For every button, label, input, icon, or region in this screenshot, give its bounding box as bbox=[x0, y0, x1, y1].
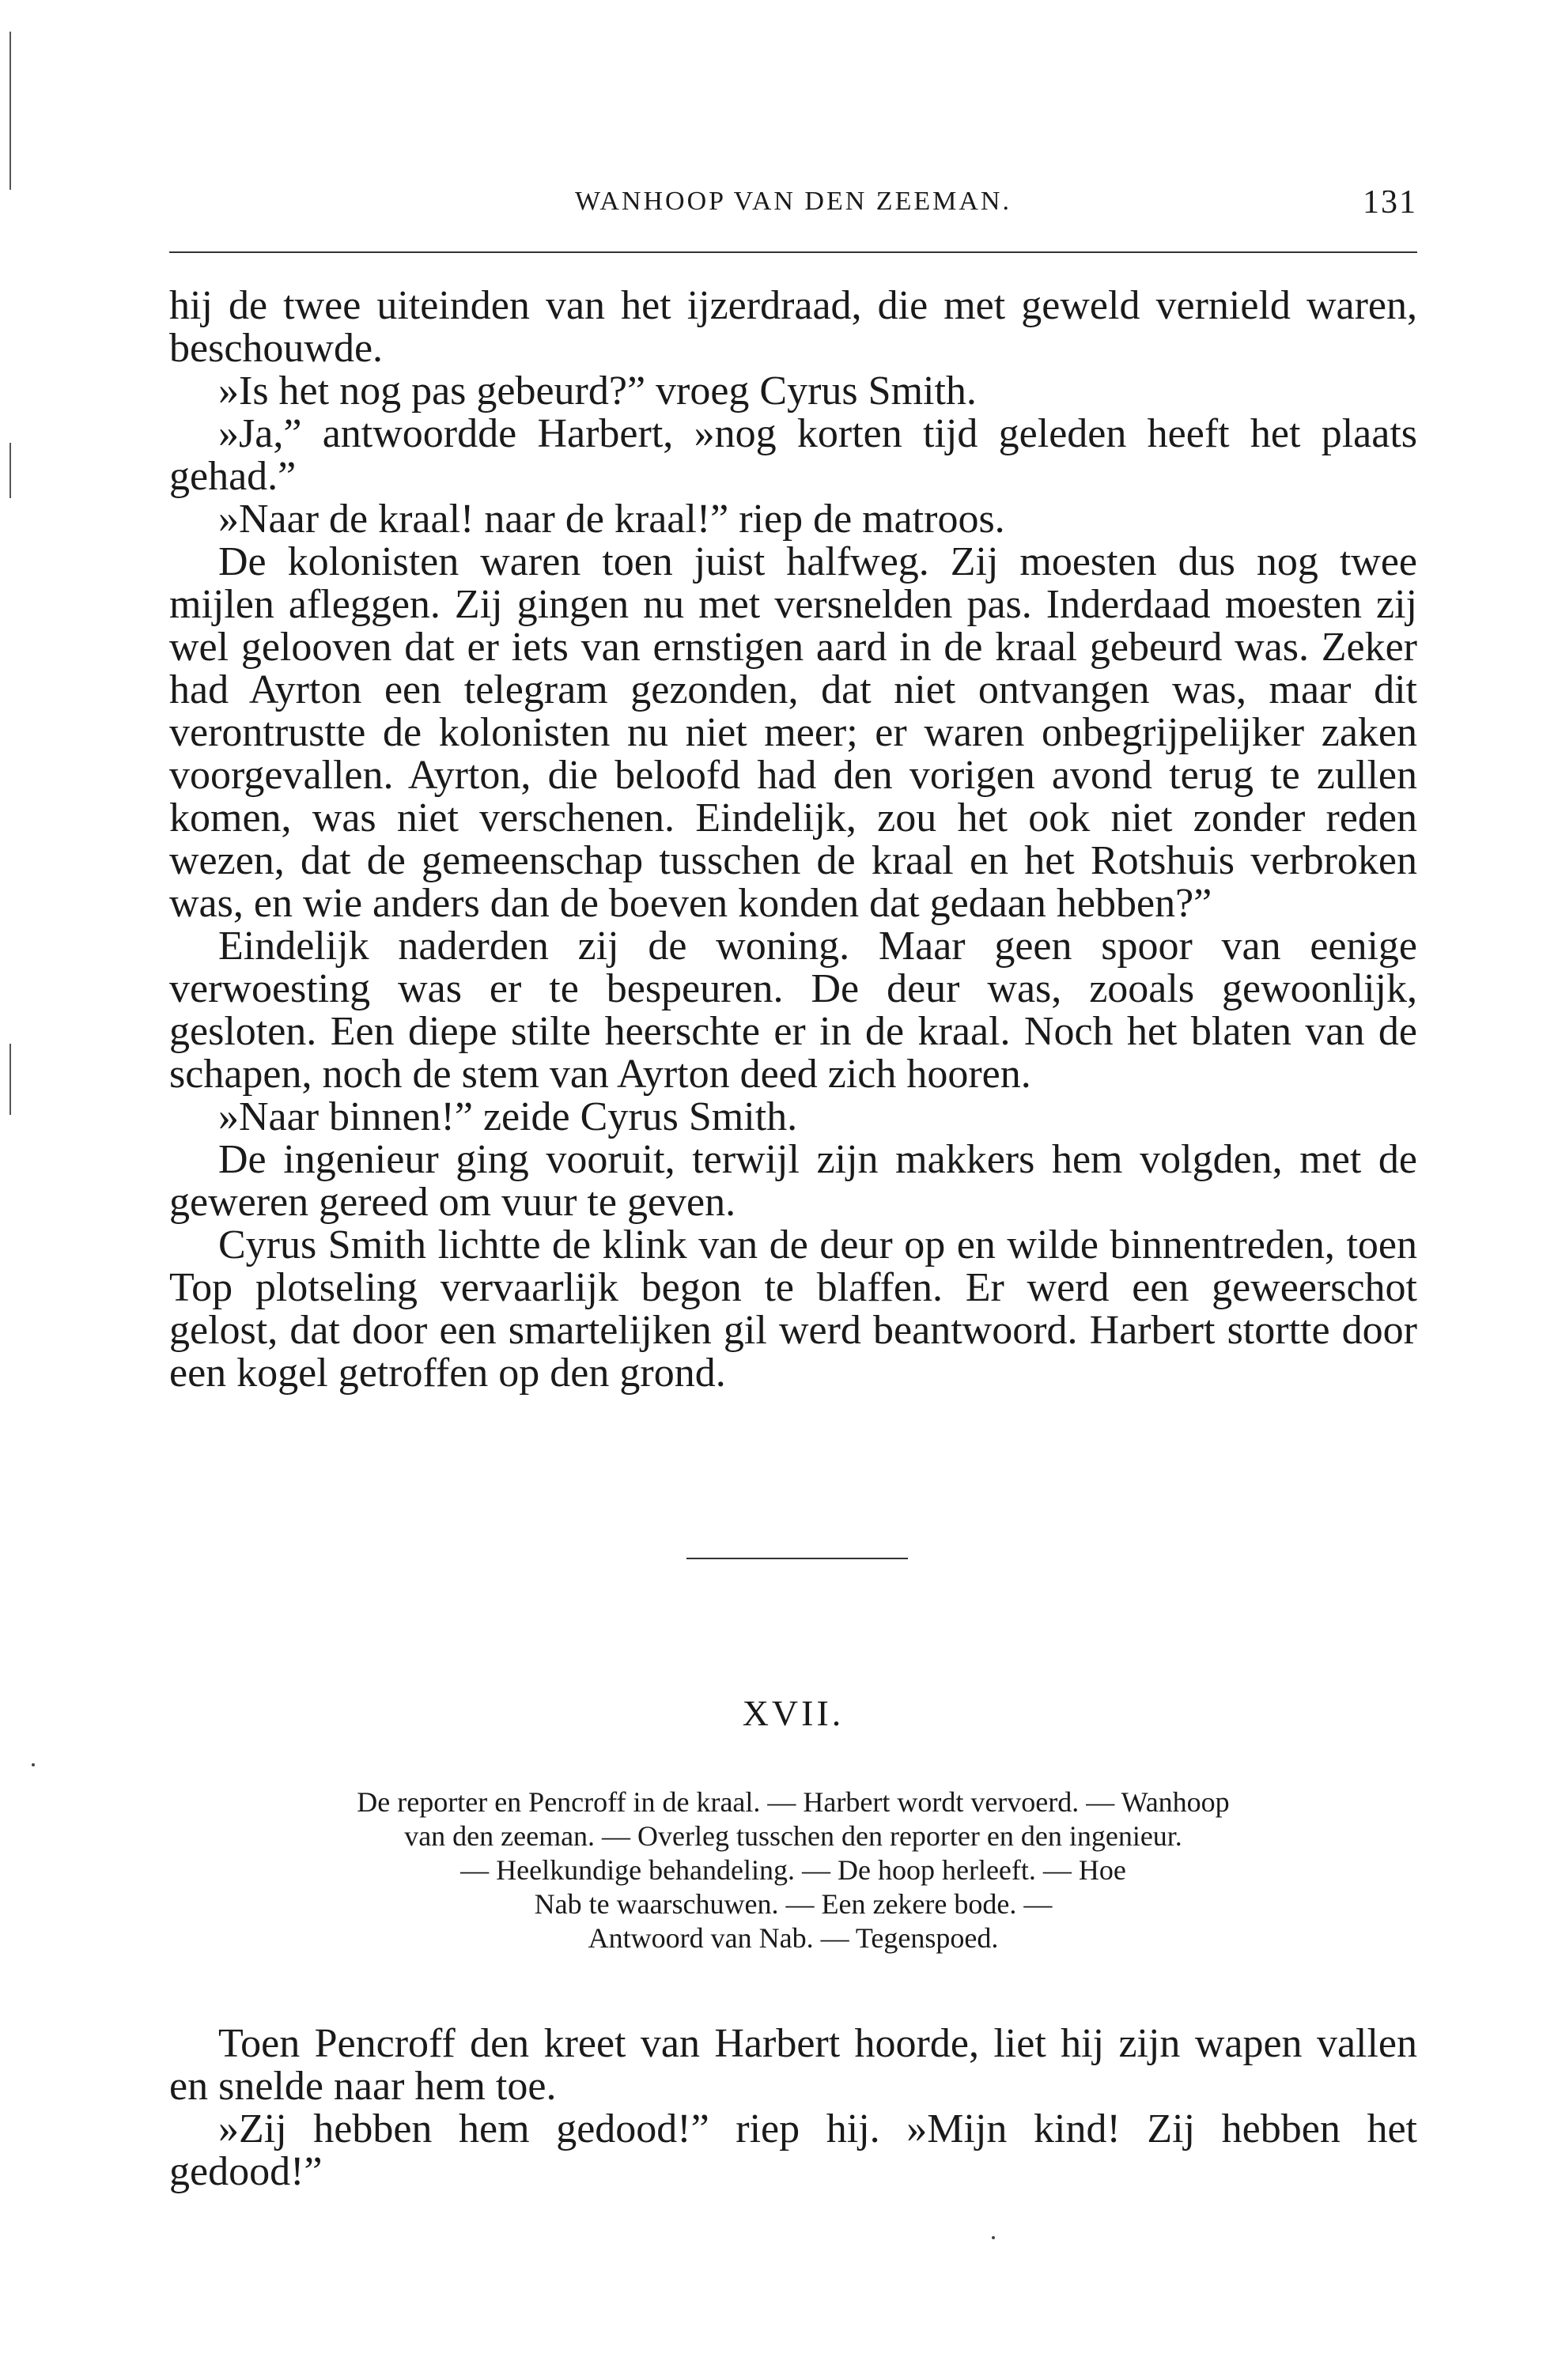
paragraph: De kolonisten waren toen juist halfweg. Zij moesten dus nog twee mijlen afleggen. Zij gingen nu met versnelden pas. Inderdaad moesten zij wel gelooven dat er iets van ernstigen aard in de kraal gebeurd was. Zeker had Ayrton een telegram gezonden, dat niet ontvangen was, maar dit verontrustte de kolonisten nu niet meer; er waren onbegrijpelijker zaken voorgevallen. Ayrton, die beloofd had den vorigen avond terug te zullen komen, was niet verschenen. Eindelijk, zou het ook niet zonder reden wezen, dat de gemeenschap tusschen de kraal en het Rotshuis verbroken was, en wie anders dan de boeven konden dat gedaan hebben?” bbox=[169, 539, 1417, 926]
paragraph: »Zij hebben hem gedood!” riep hij. »Mijn kind! Zij hebben het gedood!” bbox=[169, 2106, 1417, 2194]
summary-line: van den zeeman. — Overleg tusschen den reporter en den ingenieur. bbox=[404, 1820, 1182, 1852]
paragraph: »Is het nog pas gebeurd?” vroeg Cyrus Smith. bbox=[218, 368, 977, 414]
paragraph: »Naar de kraal! naar de kraal!” riep de matroos. bbox=[218, 497, 1005, 542]
header-rule bbox=[169, 251, 1417, 253]
scan-margin-line bbox=[9, 443, 11, 498]
paragraph: De ingenieur ging vooruit, terwijl zijn makkers hem volgden, met de geweren gereed om vuur te geven. bbox=[169, 1137, 1417, 1225]
summary-line: Nab te waarschuwen. — Een zekere bode. — bbox=[534, 1888, 1053, 1920]
scan-speck bbox=[992, 2236, 995, 2239]
paragraph: Toen Pencroff den kreet van Harbert hoorde, liet hij zijn wapen vallen en snelde naar hem toe. bbox=[169, 2021, 1417, 2109]
paragraph: hij de twee uiteinden van het ijzerdraad, die met geweld vernield waren, beschouwde. bbox=[169, 283, 1417, 371]
running-title: WANHOOP VAN DEN ZEEMAN. bbox=[575, 187, 1012, 216]
scan-speck bbox=[32, 1763, 35, 1766]
paragraph: Eindelijk naderden zij de woning. Maar geen spoor van eenige verwoesting was er te bespeuren. De deur was, zooals gewoonlijk, gesloten. Een diepe stilte heerschte er in de kraal. Noch het blaten van de schapen, noch de stem van Ayrton deed zich hooren. bbox=[169, 924, 1417, 1097]
scan-margin-line bbox=[9, 32, 11, 190]
scan-margin-line bbox=[9, 1044, 11, 1115]
page-number: 131 bbox=[1363, 184, 1417, 221]
section-divider bbox=[686, 1558, 908, 1559]
chapter-text bbox=[169, 2023, 1417, 2193]
paragraph: »Ja,” antwoordde Harbert, »nog korten tijd geleden heeft het plaats gehad.” bbox=[169, 411, 1417, 499]
summary-line: De reporter en Pencroff in de kraal. — Harbert wordt vervoerd. — Wanhoop bbox=[357, 1786, 1230, 1818]
running-header bbox=[169, 183, 1417, 231]
paragraph: Cyrus Smith lichtte de klink van de deur op en wilde binnentreden, toen Top plotseling vervaarlijk begon te blaffen. Er werd een geweerschot gelost, dat door een smartelijken gil werd beantwoord. Harbert stortte door een kogel getroffen op den grond. bbox=[169, 1222, 1417, 1396]
summary-line: — Heelkundige behandeling. — De hoop herleeft. — Hoe bbox=[460, 1854, 1126, 1886]
chapter-summary bbox=[169, 1785, 1417, 1955]
body-text bbox=[169, 285, 1417, 1395]
paragraph: »Naar binnen!” zeide Cyrus Smith. bbox=[218, 1094, 798, 1139]
chapter-number: XVII. bbox=[742, 1693, 845, 1733]
summary-line: Antwoord van Nab. — Tegenspoed. bbox=[588, 1922, 999, 1954]
